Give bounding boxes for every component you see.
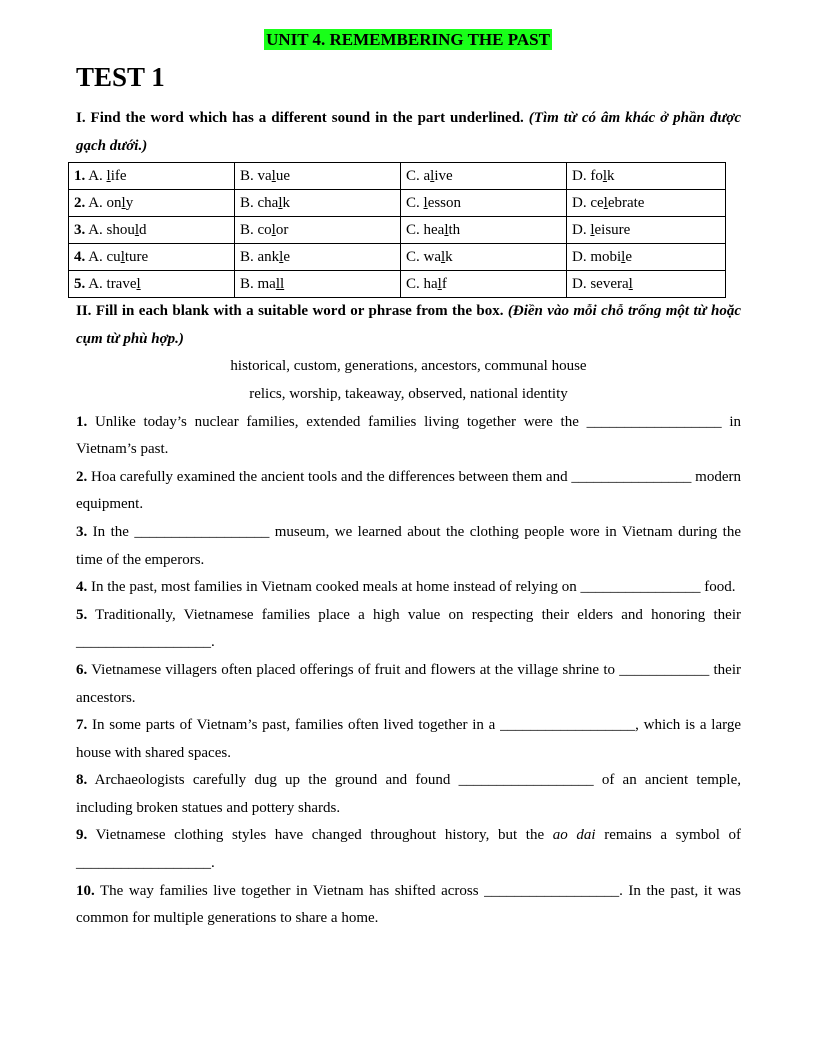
question-4 [76,574,741,602]
option-cell[interactable] [69,217,235,244]
question-text: Hoa carefully examined the ancient tools and the differences between them and [87,468,572,485]
question-5 [76,602,741,657]
question-number: 7. [76,717,88,734]
section1-heading-en: I. Find the word which has a different sound in the part underlined. [76,110,524,126]
option-text: C. ha [406,276,438,293]
underlined-letters: l [628,276,633,293]
question-text: their ancestors. [76,661,741,706]
question-9 [76,822,741,877]
underlined-letters: l [271,168,276,185]
underlined-letters: l [134,222,140,239]
question-1 [76,409,741,464]
question-10 [76,878,741,933]
underlined-letters: l [423,195,428,212]
question-number: 2. [74,195,86,212]
underlined-letters: l [279,249,284,266]
option-cell[interactable] [69,271,235,298]
underlined-letters: l [444,222,449,239]
question-text: Vietnamese villagers often placed offerings of fruit and flowers at the village shrine to [87,661,620,678]
underlined-letters: l [437,276,442,293]
option-text: B. ma [240,276,276,293]
option-cell[interactable] [235,271,401,298]
option-text: ebrate [607,195,645,212]
option-text: D. severa [572,276,629,293]
question-number: 8. [76,772,88,789]
option-text: D. fo [572,168,603,185]
option-cell[interactable] [401,190,567,217]
answer-blank[interactable]: __________________ [458,772,594,789]
option-cell[interactable] [235,163,401,190]
option-cell[interactable] [69,163,235,190]
question-number: 10. [76,882,95,899]
underlined-letters: l [136,276,141,293]
question-number: 3. [76,523,88,540]
option-text: d [139,222,147,239]
question-number: 6. [76,661,88,678]
option-text: D. mobi [572,249,622,266]
answer-blank[interactable]: __________________ [500,717,636,734]
question-text: In the past, most families in Vietnam cooked meals at home instead of relying on [87,579,581,596]
question-8 [76,767,741,822]
question-number: 1. [74,168,86,185]
pronunciation-table [68,162,726,298]
question-3 [76,519,741,574]
option-text: th [448,222,461,239]
table-row [69,244,726,271]
italic-term: ao dai [552,827,596,844]
table-row [69,163,726,190]
option-text: B. cha [240,195,279,212]
table-row [69,190,726,217]
unit-title-bar [0,30,816,50]
option-text: k [445,249,453,266]
question-text: . In the past, it was common for multiple generations to share a home. [76,882,741,927]
section2-heading-vi: (Điền vào mỗi chỗ trống một từ hoặc cụm từ phù hợp.) [76,303,742,347]
option-text: k [607,168,615,185]
option-cell[interactable] [567,244,726,271]
underlined-letters: l [278,195,283,212]
option-text: f [441,276,447,293]
section1-heading-vi: (Tìm từ có âm khác ở phần được gạch dưới.) [76,110,742,154]
question-2 [76,464,741,519]
option-text: eisure [594,222,631,239]
option-cell[interactable] [69,244,235,271]
underlined-letters: l [441,249,446,266]
option-text: C. hea [406,222,445,239]
option-cell[interactable] [401,271,567,298]
question-text: Archaeologists carefully dug up the ground and found [87,772,459,789]
question-text: modern equipment. [76,468,741,513]
word-box-line-1: historical, custom, generations, ancestors, communal house [230,358,587,375]
underlined-letters: l [121,195,126,212]
underlined-letters: l [430,168,435,185]
option-text: C. [406,195,424,212]
answer-blank[interactable]: __________________ [134,523,270,540]
answer-blank[interactable]: ________________ [580,579,701,596]
option-text: B. va [240,168,272,185]
underlined-letters: l [602,168,607,185]
option-text: C. wa [406,249,441,266]
answer-blank[interactable]: __________________ [76,634,211,651]
option-text: A. on [88,195,122,212]
option-text: D. [572,222,591,239]
option-cell[interactable] [567,190,726,217]
option-text: B. ank [240,249,280,266]
answer-blank[interactable]: ________________ [571,468,692,485]
underlined-letters: l [590,222,595,239]
question-number: 9. [76,827,88,844]
underlined-letters: l [621,249,626,266]
option-text: or [275,222,289,239]
question-number: 2. [76,468,88,485]
question-number: 4. [76,579,88,596]
option-text: D. ce [572,195,604,212]
unit-title: UNIT 4. REMEMBERING THE PAST [266,30,550,49]
option-cell[interactable] [401,217,567,244]
underlined-letters: ll [275,276,285,293]
question-text: Vietnamese clothing styles have changed throughout history, but the [87,827,553,844]
question-text: In some parts of Vietnam’s past, families often lived together in a [87,717,501,734]
question-number: 1. [76,413,88,430]
question-number: 4. [74,249,86,266]
option-cell[interactable] [401,163,567,190]
question-text: of an ancient temple, including broken statues and pottery shards. [76,772,741,816]
option-text: e [283,249,291,266]
test-title: TEST 1 [76,62,165,92]
option-text: A. shou [88,222,135,239]
question-6 [76,657,741,712]
section2-heading-en: II. Fill in each blank with a suitable word or phrase from the box. [76,303,504,320]
question-text: . [211,634,215,651]
option-text: ture [124,249,149,266]
question-number: 3. [74,222,86,239]
answer-blank[interactable]: __________________ [586,413,722,430]
option-text: e [625,249,633,266]
option-cell[interactable] [69,190,235,217]
answer-blank[interactable]: __________________ [484,882,620,899]
option-cell[interactable] [235,244,401,271]
option-cell[interactable] [235,190,401,217]
section1-heading [76,105,741,160]
question-text: Unlike today’s nuclear families, extended families living together were the [87,413,587,430]
word-box-line-2: relics, worship, takeaway, observed, national identity [249,385,568,402]
underlined-letters: l [603,195,608,212]
question-text: , which is a large house with shared spaces. [76,717,741,761]
option-cell[interactable] [567,163,726,190]
option-cell[interactable] [567,217,726,244]
option-text: y [125,195,134,212]
underlined-letters: l [271,222,276,239]
option-text: ife [110,168,127,185]
question-7 [76,712,741,767]
table-row [69,271,726,298]
option-cell[interactable] [567,271,726,298]
worksheet-content [76,105,741,933]
underlined-letters: l [106,168,111,185]
question-text: museum, we learned about the clothing people wore in Vietnam during the time of the emperors. [76,523,741,568]
option-text: ive [434,168,453,185]
option-text: ue [275,168,291,185]
answer-blank[interactable]: __________________ [76,855,211,872]
question-text: Traditionally, Vietnamese families place a high value on respecting their elders and honoring their [87,606,741,623]
question-number: 5. [76,606,88,623]
question-text: In the [87,523,135,540]
underlined-letters: l [120,249,125,266]
option-text: A. trave [88,276,137,293]
option-cell[interactable] [401,244,567,271]
question-text: The way families live together in Vietnam has shifted across [94,882,485,899]
question-text: food. [700,579,736,596]
option-text: C. a [406,168,431,185]
question-number: 5. [74,276,86,293]
answer-blank[interactable]: ____________ [619,661,710,678]
option-text: A. [88,168,107,185]
option-cell[interactable] [235,217,401,244]
section2-heading [76,298,741,353]
question-text: in Vietnam’s past. [76,413,741,458]
question-text: remains a symbol of [595,827,742,844]
option-text: B. co [240,222,272,239]
option-text: k [282,195,290,212]
option-text: A. cu [88,249,121,266]
option-text: esson [427,195,462,212]
question-text: . [211,855,215,872]
table-row [69,217,726,244]
